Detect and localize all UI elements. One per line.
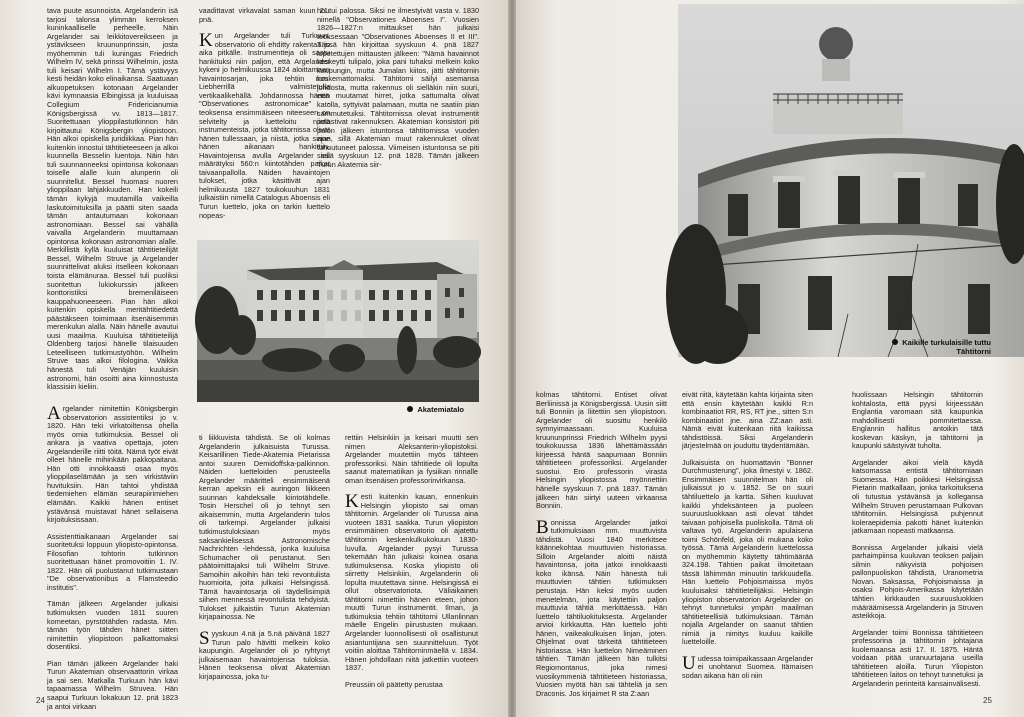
page-number-left: 24	[36, 696, 45, 705]
caption-text: Akatemiatalo	[417, 405, 464, 414]
dropcap: U	[682, 652, 696, 674]
akatemiatalo-illustration	[197, 240, 479, 402]
paragraph: onnissa Argelander jatkoi tutkimuksiaan mm. muuttuvista tähdistä. Vuosi 1840 merkitsee käännekohtaa muuttuvien historiassa. Silloin Argelander aloitti näistä havaintonsa, joita jatkoi innokkaasti koko ikänsä. Näin hänestä tuli muuttuvien tähtien tutkimuksen perustaja. Hän keksi myös uuden menetelmän, jota käytettiin paljon muuttuvia tähtiä merkittäessä. Hän luettelo tähtiluokituksesta. Argelander arvioi kirkkautta. Hän luettelo johti hänen, vaikeakulkuisen linjan, joten. Ohjelmat ovat tärkeitä tähtitieteen historiassa. Hän luettelon Nimeäminen tähtien. Tämän jälkeen hän tulkitsi Regiomontanus, joka nimesi vuosikymmeniä tähtitieteen historiassa, Vuosien myötä hän sai tähteliä ja sen Draconis. Jos kirjaimet R sta Z:aan	[536, 517, 667, 698]
right-col1	[536, 391, 667, 703]
tahtitorni-illustration	[678, 4, 1024, 357]
left-col2-top	[199, 7, 330, 235]
caption-text: Tähtitorni	[956, 347, 991, 356]
paragraph: Assistenttiaikanaan Argelander sai suoritetuksi loppuun yliopisto-opintonsa. Filosofian tohtorin tutkinnon suoritettuaan hänet promovoitiin 1. IV. 1822. Hän oli puolustanut tutkimustaan "De observationibus a Flamsteedio institutis".	[47, 531, 178, 592]
left-col1-top	[47, 7, 178, 399]
paragraph: yyskuun 4.nä ja 5.nä päivänä 1827 Turun palo hävitti melkein koko kaupungin. Argelander oli jo ryhtynyt julkaisemaan havaintojensa tuloksia. Hänen teoksensa olivat Akatemian kirjapainossa, joka tu-	[199, 629, 330, 681]
akatemiatalo-caption	[300, 405, 464, 414]
paragraph: Julkaisuista on huomattavin "Bonner Durchmusterung", joka ilmestyi v. 1862. Ensimmäisen suunnitelman hän oli julkaissut jo v. 1852. Se on suuri tähtiluettelo ja kartta. Siihen kuuluvat kaikki yhdeksänteen ja puoleen suuruusluokkaan asti olevat tähdet taivaan pohjoisella puoliskolla. Tämä oli valtava työ. Argelanderin apulaisena toimi Schönfeld, joka oli mukana koko työssä. Tämä Argelanderin luettelossa on myöhemmin käytetty tähtimäärää 324.198. Tähtien paikat ilmoitetaan tässä lähimmän minuutin tarkkuudella. Hän luettelo Pohjoismaissa myös kuuluisaksi tähtitieteilijäksi. Helsingin yliopiston observatorion Argelander on tehnyt tunnetuksi ympäri maailman tähtitieteellisiä tutkimuksiaan. Tämän nojalla Argelander on saanut tähtien nimiä ja nimitys kuuluu kaikille luetteloille.	[682, 457, 813, 647]
caption-text: Kaikille turkulaisille tuttu	[902, 338, 991, 347]
paragraph: Preussiin oli päätetty perustaa	[345, 679, 443, 689]
paragraph: kolmas tähtitorni. Entiset olivat Berliinissä ja Königsbergissä. Uusin siitt tuli Bonniin ja liitettiin sen yliopistoon. Argelander oli suosittu henkilö symnyimaassaan. Kuuluisa kruununprinssi Friedrich Wilhelm pyysi toukokuussa 1836 lähettämässään kirjeessä häntä saapumaan Bonniin tähtitieteen professoriksi. Argelander suostui. Ero professorin virasta Helsingin yliopistossa myönnettiin hänelle syyskuun 7. pnä 1837. Tämän jälkeen hän siirtyi uuteen virkaansa Bonniin.	[536, 390, 667, 511]
left-col3-bottom	[345, 434, 478, 717]
bullet-icon	[892, 339, 898, 345]
paragraph: tava puute asunnoista. Argelanderin isä tarjosi talonsa ylimmän kerroksen kuninkaalliselle perheelle. Näin Argelander sai leikkitovereikseen ja ystävikseen kruununprinssin, josta myöhemmin tuli kuningas Friedrich Wilhelm IV, sekä prinssi Wilhelmin, josta tuli keisari Wilhelm I. Tämä ystävyys kesti heidän koko elinaikansa. Saatuaan alkuopetuksen kotonaan Argelander kävi kymnaasia Elbingissä ja kuuluisaa Collegium Fridericianumia Königsbergissä vv. 1813—1817. Suoritettuaan ylioppilastutkinnon hän kirjoittautui Königsbergin yliopistoon. Hän alkoi opiskella juridiikkaa. Pian hän kuitenkin innostui tähtitieteeseen ja alkoi kuunnella Besselin luentoja. Näin hän tuli suunnanneeksi opintonsa kokonaan toiselle alalle kuin alunperin oli suunnitellut. Bessel huomasi nuoren ylioppilaan lahjakkuuden. Han kokeili tämän kykyjä muutamilla vaikeilla laskutoimituksilla ja päätti siten saada tämän antautumaan kokonaan astronomiaan. Bessel sai vähällä vaivalla Argelanderin muuttamaan opintonsa kokonaan astronomian alalle. Merkillistä kyllä kuuluisat tähtitieteilijät Bessel, Wilhelm Struve ja Argelander suunnittelivat aluksi itselleen kokonaan toista elämänuraa. Bessel tuli puoliksi suoritettun lukiokurssin jälkeen konttoristiksi bremeniläiseen kauppahuoneeseen. Pian hän alkoi kuitenkin opiskella meritähtitiedettä päästäkseen toimimaan itsenäisemmin merenkulun alalla. Näin hänelle avautui uusi maailma. Kuuluisa tähtitieteilijä Oldenberg tarjosi hänelle tilaisuuden Leteelliseen tutkimustyöhön. Wilhelm Struve taas alkoi filologina. Vaikka hänestä tuli Venäjän kuuluisin astronomi, hän osoitti aina kiinnostusta klassisiin kieliin.	[47, 6, 178, 392]
bullet-icon	[407, 406, 413, 412]
right-col2	[682, 391, 813, 703]
paragraph: ti liikkuvista tähdistä. Se oli kolmas Argelanderin julkaisuista Turussa. Keisarillinen Tiede-Akatemia Pietarissa antoi suuren Demidoffska-palkinnon. Näiden luetteloiden perusteella Argelander määritteli ensimmäisenä kerran apeksin eli auringon liikkeen suunnan kahdeksalle kiintotähdelle. Tosin Herschel oli jo tehnyt sen aikaisemmin, mutta Argelanderin tulos oli tarkempi. Argelander julkaisi tutkimustuloksiaan myös saksankielisessä Astronomische Nachrichten -lehdessä, jonka kuuluisa Schumacher oli perustanut. Sen päätoimittajaksi tuli Wilhelm Struve. Samoihin aikoihin hän teki revontulista huomioita, joita julkaisi Helsingissä. Tämä havaintosarja oli täydellisimpiä siihen mennessä revontulista tehdyistä. Tulokset julkaistiin Turun Akatemian kirjapainossa. Ne	[199, 433, 330, 622]
gutter	[508, 0, 516, 717]
dropcap: K	[345, 491, 359, 513]
right-page	[516, 0, 1024, 717]
left-col3-top	[317, 7, 479, 235]
paragraph: vaadittavat virkavalat saman kuun 21. pnä.	[199, 6, 330, 24]
dropcap: A	[47, 403, 61, 424]
page-number-right: 25	[983, 696, 992, 705]
dropcap: S	[199, 628, 210, 650]
left-col2-bottom	[199, 434, 330, 717]
dropcap: K	[199, 30, 213, 52]
dropcap: B	[536, 516, 549, 538]
paragraph: udessa toimipaikassaan Argelander ei unohtanut Suomea. Itämaisen sodan aikana hän oli niin	[682, 653, 813, 680]
paragraph: huolissaan Helsingin tähtitornin kohtalosta, että pyysi kirjeessään Englantia varomaan sitä kaupunkia mahdollisesti pommitettaessa. Englannin hallitus antoikin tätä koskevan käskyn, ja tähtitorni ja kaupunki säästyivät tuholta.	[852, 390, 983, 451]
paragraph: eivät riitä, käytetään kahta kirjainta siten että ensin käytetään kaikki R:n kombinaatiot RR, RS, RT jne., sitten S:n kombinaatiot jne. aina ZZ:aan asti. Nämä eivät kuitenkaan riitä kaikissa tähdistöissä. Siksi Argelanderin järjestelmää on jouduttu täydentämään.	[682, 390, 813, 451]
paragraph: Tämän jälkeen Argelander julkaisi tutkimuksen vuoden 1811 suuren komeetan, pyrstötähden radasta. Mm. tämän työn tähden hänet siitten nimitettiin yliopistoon palkattomaksi dosentiksi.	[47, 599, 178, 652]
paragraph: esti kuitenkin kauan, ennenkuin Helsingin yliopisto sai oman tähtitornin. Argelander oli Turussa aina vuoteen 1831 saakka. Turun yliopiston ensimmäinen observatorio oli ajatettu tähtitornin keskenkulkukokuun 1830-luvulla. Argelander pysyi Turussa tekemään hän julkaisi koinea osana tutkimuksensa. Koska yliopisto oli siirretty Helsinkiin, Argelanderin oli lopulta muutettava sinne. Helsingissä ei ollut observatoriota. Väliaikainen tähtitorni nimettiin hänen eteen, johon muutti Turun instrumentit. Ilman, ja tutkimuksia tehtiin tähtitorni Ullanlinnan mäelle Engelin piirustusten mukaan. Argelander luonnollisesti oli osallistunut asiantuntijana sen suunnitteluun. Työt voitiin aloittaa Tähtitorninmäellä v. 1834. Hänen johdollaan niitä jatkettiin vuoteen 1837.	[345, 492, 478, 673]
left-col1-bottom	[47, 403, 178, 711]
paragraph: Bonnissa Argelander julkaisi vielä parhaimpiinsa kuuluvan teoksen paljain silmin näkyvistä pohjoisen pallonpuoliskon tähdistä, Uranometria Novan. Saksassa, Pohjoismaissa ja osaksi Pohjois-Amerikassa käytetään tähtien kirkkauden suuruusluokkien määräämisessä Argelanderin ja Struven asteikkoja.	[852, 542, 983, 621]
paragraph: rettiin Helsinkiin ja keisari muutti sen nimen Aleksanterin-yliopistoksi. Argelander muutettiin myös tähteen professoriksi. Näin tähtitiede oli lopulta saanut matematiikan ja fysiikan rinnalle oman itsenäisen professorinvirkansa.	[345, 433, 478, 485]
paragraph: Argelander toimi Bonnissa tähtitieteen professorina ja tähtitornin johtajana kuolemaansa asti 17. II. 1875. Häntä voidaan pitää uranuurtajana useilla tähtitieteen aloilla. Turun Yliopiston tähtitieteen laitos on tehnyt tunnetuksi ja Argelanderin perinteitä kansainvälisesti.	[852, 627, 983, 688]
paragraph: Argelander aikoi vielä käydä katsomassa entistä tähtitorniaan Suomessa. Hän poikkesi Helsingissä Pietarin matkallaan, jonka tarkoituksena oli tutustua ystävänsä ja kollegansa Wilhelm Struven perustamaan Pulkovan tähtitorniin. Helsingissä puhjennut koleraepidemia pakotti hänet kuitenkin jatkamaan nopeasti matkaansa.	[852, 457, 983, 536]
tahtitorni-photo	[678, 4, 1024, 357]
paragraph: Pian tämän jälkeen Argelander haki Turun Akatemian observaattorin virkaa ja sai sen. Matkalla Turkuun hän kävi tapaamassa Wilhelm Struvea. Hän saapui Turkuun lokakuun 12. pnä 1823 ja antoi virkaan	[47, 658, 178, 711]
akatemiatalo-photo	[197, 240, 479, 402]
paragraph: rgelander nimitettiin Königsbergin observatorion assistentiksi jo v. 1820. Hän teki virkatoiltensa ohella myös omia tutkimuksia. Bessel oli ankara ja vaativa opettaja, joten Argelanderille riitti töitä. Nämä työt eivät olleet hänelle mihinkään pakkopaitana. Hän otti innokkaasti osaa myös ylioppilaselämään ja sen virkistäviin huvituksiin. Hän tahtoi yhdistää tiedemiehen elämän seurapiirimiehen elämään. Kaikki hänen entiset ystävänsä muistavat hänet sellaisena kirjoituksissaan.	[47, 404, 178, 525]
tahtitorni-caption	[786, 338, 991, 356]
paragraph: un Argelander tuli Turkuun, observatorio oli ehditty rakentaa jo aika pitkälle. Instrumentteja oli saatu hankituksi niin paljon, että Argelander kykeni jo helmikuussa 1824 aloittamaan havaintosarjan, joka tehtiin mm. Liebherrillä valmistetulla vertikaalikehällä. Johdannossa hänen "Observationes astronomicae" -teoksensa ensimmäiseen niteeseen on selvitelty ja luetteloitu niistä instrumenteista, jotka tähtitornissa olivat hänen tullessaan, ja niistä, jotka sinne hänen aikanaan hankittiin. Havaintojensa avulla Argelander sai määrätyksi 560:n kiintotähden paikat taivaanpallolla. Näiden havaintojen tulokset, jotka käsittivät ajan helmikuusta 1827 toukokuuhun 1831 julkaistiin nimellä Catalogus Aboensis eli Turun luettelo, joka on tarkin luettelo nopeas-	[199, 31, 330, 220]
right-col3	[852, 391, 983, 703]
left-page	[0, 0, 508, 717]
paragraph: houtui palossa. Siksi ne ilmestyivät vasta v. 1830 nimellä "Observationes Aboenses I". Vuosien 1826—1827:n mittaukset hän julkaisi teoksessaan "Observationes Aboenses II et III". Tässä hän kirjoittaa syyskuun 4. pnä 1827 lopetettujen mittausten jälkeen: "Nämä havainnot keskeytti tulipalo, joka pani tuhaksi melkein koko kaupungin, mutta Jumalan kiitos, jätti tähtitornin koskemattomaksi. Tähtitorni säilyi asemansa johdosta, mutta rakennus oli sielläkin niin suuri, että muutamat hirret, jotka sattumalta olivat katolla, syttyivät palamaan, mutta ne saatiin pian sammutetuiksi. Tähtitornissa olevat instrumentit pelastivat rakennuksen. Akatemian konsistori piti palon jälkeen istuntonsa tähtitornissa vuoden ajan, sillä Akatemian muut rakennukset olivat tuhoutuneet palossa. Viimeisen istuntonsa se piti siellä syyskuun 12. pnä 1828. Tämän jälkeen Turun Akatemia siir-	[317, 6, 479, 169]
